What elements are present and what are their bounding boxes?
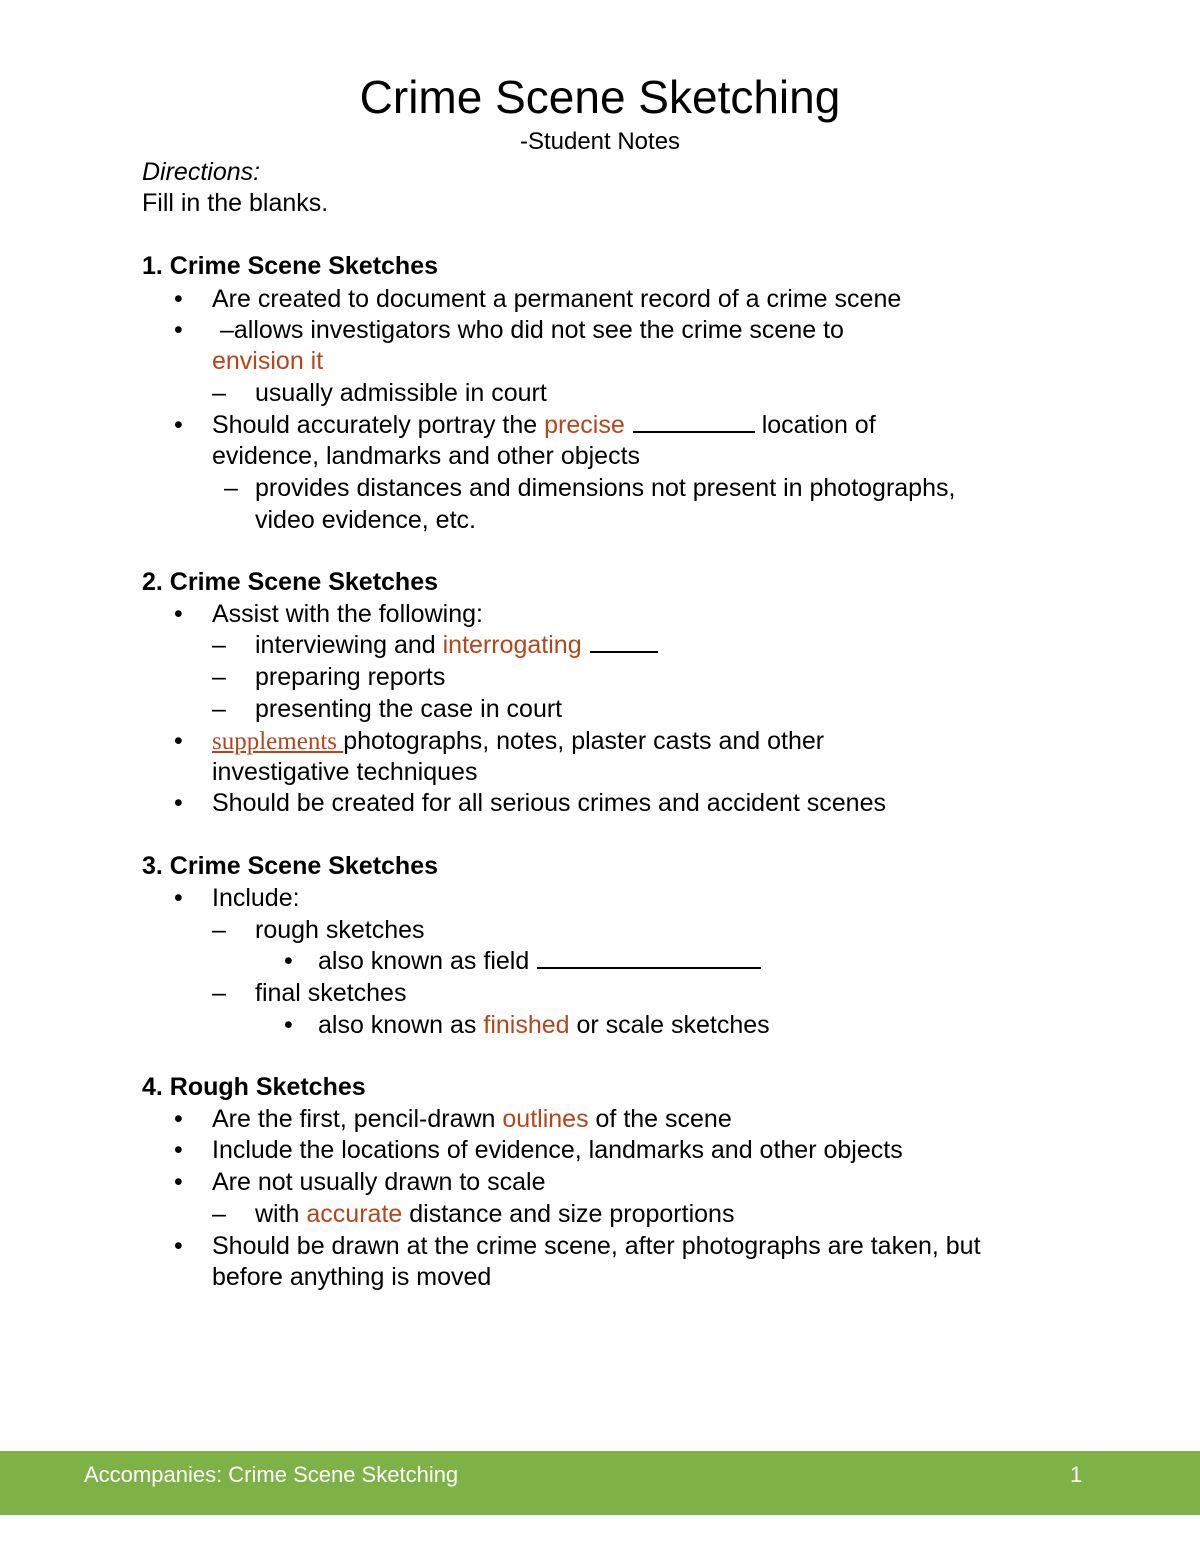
bullet: •: [174, 285, 183, 313]
s2-answer-interrogating: interrogating: [442, 631, 582, 659]
bullet: •: [174, 1136, 183, 1164]
dash: –: [212, 1200, 226, 1228]
s1-dash-2: provides distances and dimensions not present in photographs,: [255, 474, 956, 502]
fill-blank: [590, 631, 658, 653]
bullet: •: [174, 789, 183, 817]
dash: –: [212, 663, 226, 691]
page-subtitle: -Student Notes: [519, 128, 681, 155]
dash: –: [212, 916, 226, 944]
s2-dash-3: presenting the case in court: [255, 695, 563, 723]
s4-bullet-1: [212, 1104, 732, 1134]
s2-dash-1-text: interviewing and: [255, 631, 443, 659]
bullet: •: [174, 411, 183, 439]
page-title: Crime Scene Sketching: [359, 71, 841, 123]
s4-bullet-4-cont: before anything is moved: [212, 1263, 492, 1291]
s3-dash-1: rough sketches: [255, 916, 425, 944]
dash: –: [212, 695, 226, 723]
s3-subbullet-2-tail: or scale sketches: [569, 1011, 770, 1039]
s4-dash-1-text: with: [255, 1200, 307, 1228]
bullet: •: [284, 947, 293, 975]
s4-bullet-4: Should be drawn at the crime scene, after photographs are taken, but: [212, 1232, 981, 1260]
s2-dash-2: preparing reports: [255, 663, 446, 691]
section-1-heading: 1. Crime Scene Sketches: [142, 252, 438, 280]
page-number: 1: [1070, 1462, 1083, 1487]
s4-dash-1: [255, 1199, 734, 1229]
s2-bullet-2-text: photographs, notes, plaster casts and other: [343, 727, 825, 755]
s2-bullet-1: Assist with the following:: [212, 600, 483, 628]
dash: –: [212, 979, 226, 1007]
s4-bullet-1-text: Are the first, pencil-drawn: [212, 1105, 503, 1133]
s1-answer-precise: precise: [544, 411, 625, 439]
s3-dash-2: final sketches: [255, 979, 407, 1007]
footer-text: Accompanies: Crime Scene Sketching: [84, 1462, 459, 1487]
dash: –: [212, 379, 226, 407]
s1-bullet-3-tail: location of: [761, 411, 876, 439]
dash: –: [212, 631, 226, 659]
bullet: •: [174, 1232, 183, 1260]
s2-bullet-2-cont: investigative techniques: [212, 758, 478, 786]
s2-bullet-3: Should be created for all serious crimes and accident scenes: [212, 789, 886, 817]
fill-blank: [633, 411, 755, 433]
s4-answer-accurate: accurate: [306, 1200, 403, 1228]
bullet: •: [174, 727, 183, 755]
s1-bullet-3: [212, 410, 876, 440]
directions-label: Directions:: [142, 158, 261, 186]
bullet: •: [174, 600, 183, 628]
bullet: •: [174, 1105, 183, 1133]
section-2-heading: 2. Crime Scene Sketches: [142, 568, 438, 596]
s4-bullet-2: Include the locations of evidence, landmarks and other objects: [212, 1136, 903, 1164]
fill-blank: [537, 947, 761, 969]
s3-subbullet-1-text: also known as field: [318, 947, 530, 975]
s3-answer-finished: finished: [483, 1011, 570, 1039]
s1-bullet-1: Are created to document a permanent record of a crime scene: [212, 285, 902, 313]
s3-subbullet-2: [318, 1010, 770, 1040]
bullet: •: [284, 1011, 293, 1039]
s2-answer-supplements: supplements: [212, 728, 344, 755]
directions-text: Fill in the blanks.: [142, 189, 329, 217]
dash: –: [224, 474, 238, 502]
s4-answer-outlines: outlines: [502, 1105, 589, 1133]
s3-bullet-1: Include:: [212, 884, 300, 912]
s3-subbullet-1: [318, 946, 761, 976]
section-4-heading: 4. Rough Sketches: [142, 1073, 366, 1101]
bullet: •: [174, 884, 183, 912]
s4-bullet-1-tail: of the scene: [588, 1105, 732, 1133]
s4-dash-1-tail: distance and size proportions: [402, 1200, 735, 1228]
s1-answer-envision: envision it: [212, 347, 324, 375]
s1-bullet-2: –allows investigators who did not see the crime scene to: [220, 316, 844, 344]
s2-dash-1: [255, 630, 658, 660]
s2-bullet-2: [212, 726, 824, 757]
bullet: •: [174, 316, 183, 344]
s1-bullet-3-cont: evidence, landmarks and other objects: [212, 442, 641, 470]
s1-bullet-3-text: Should accurately portray the: [212, 411, 545, 439]
s4-bullet-3: Are not usually drawn to scale: [212, 1168, 546, 1196]
s1-dash-1: usually admissible in court: [255, 379, 547, 407]
section-3-heading: 3. Crime Scene Sketches: [142, 852, 438, 880]
s1-dash-2-cont: video evidence, etc.: [255, 506, 476, 534]
bullet: •: [174, 1168, 183, 1196]
s3-subbullet-2-text: also known as: [318, 1011, 484, 1039]
